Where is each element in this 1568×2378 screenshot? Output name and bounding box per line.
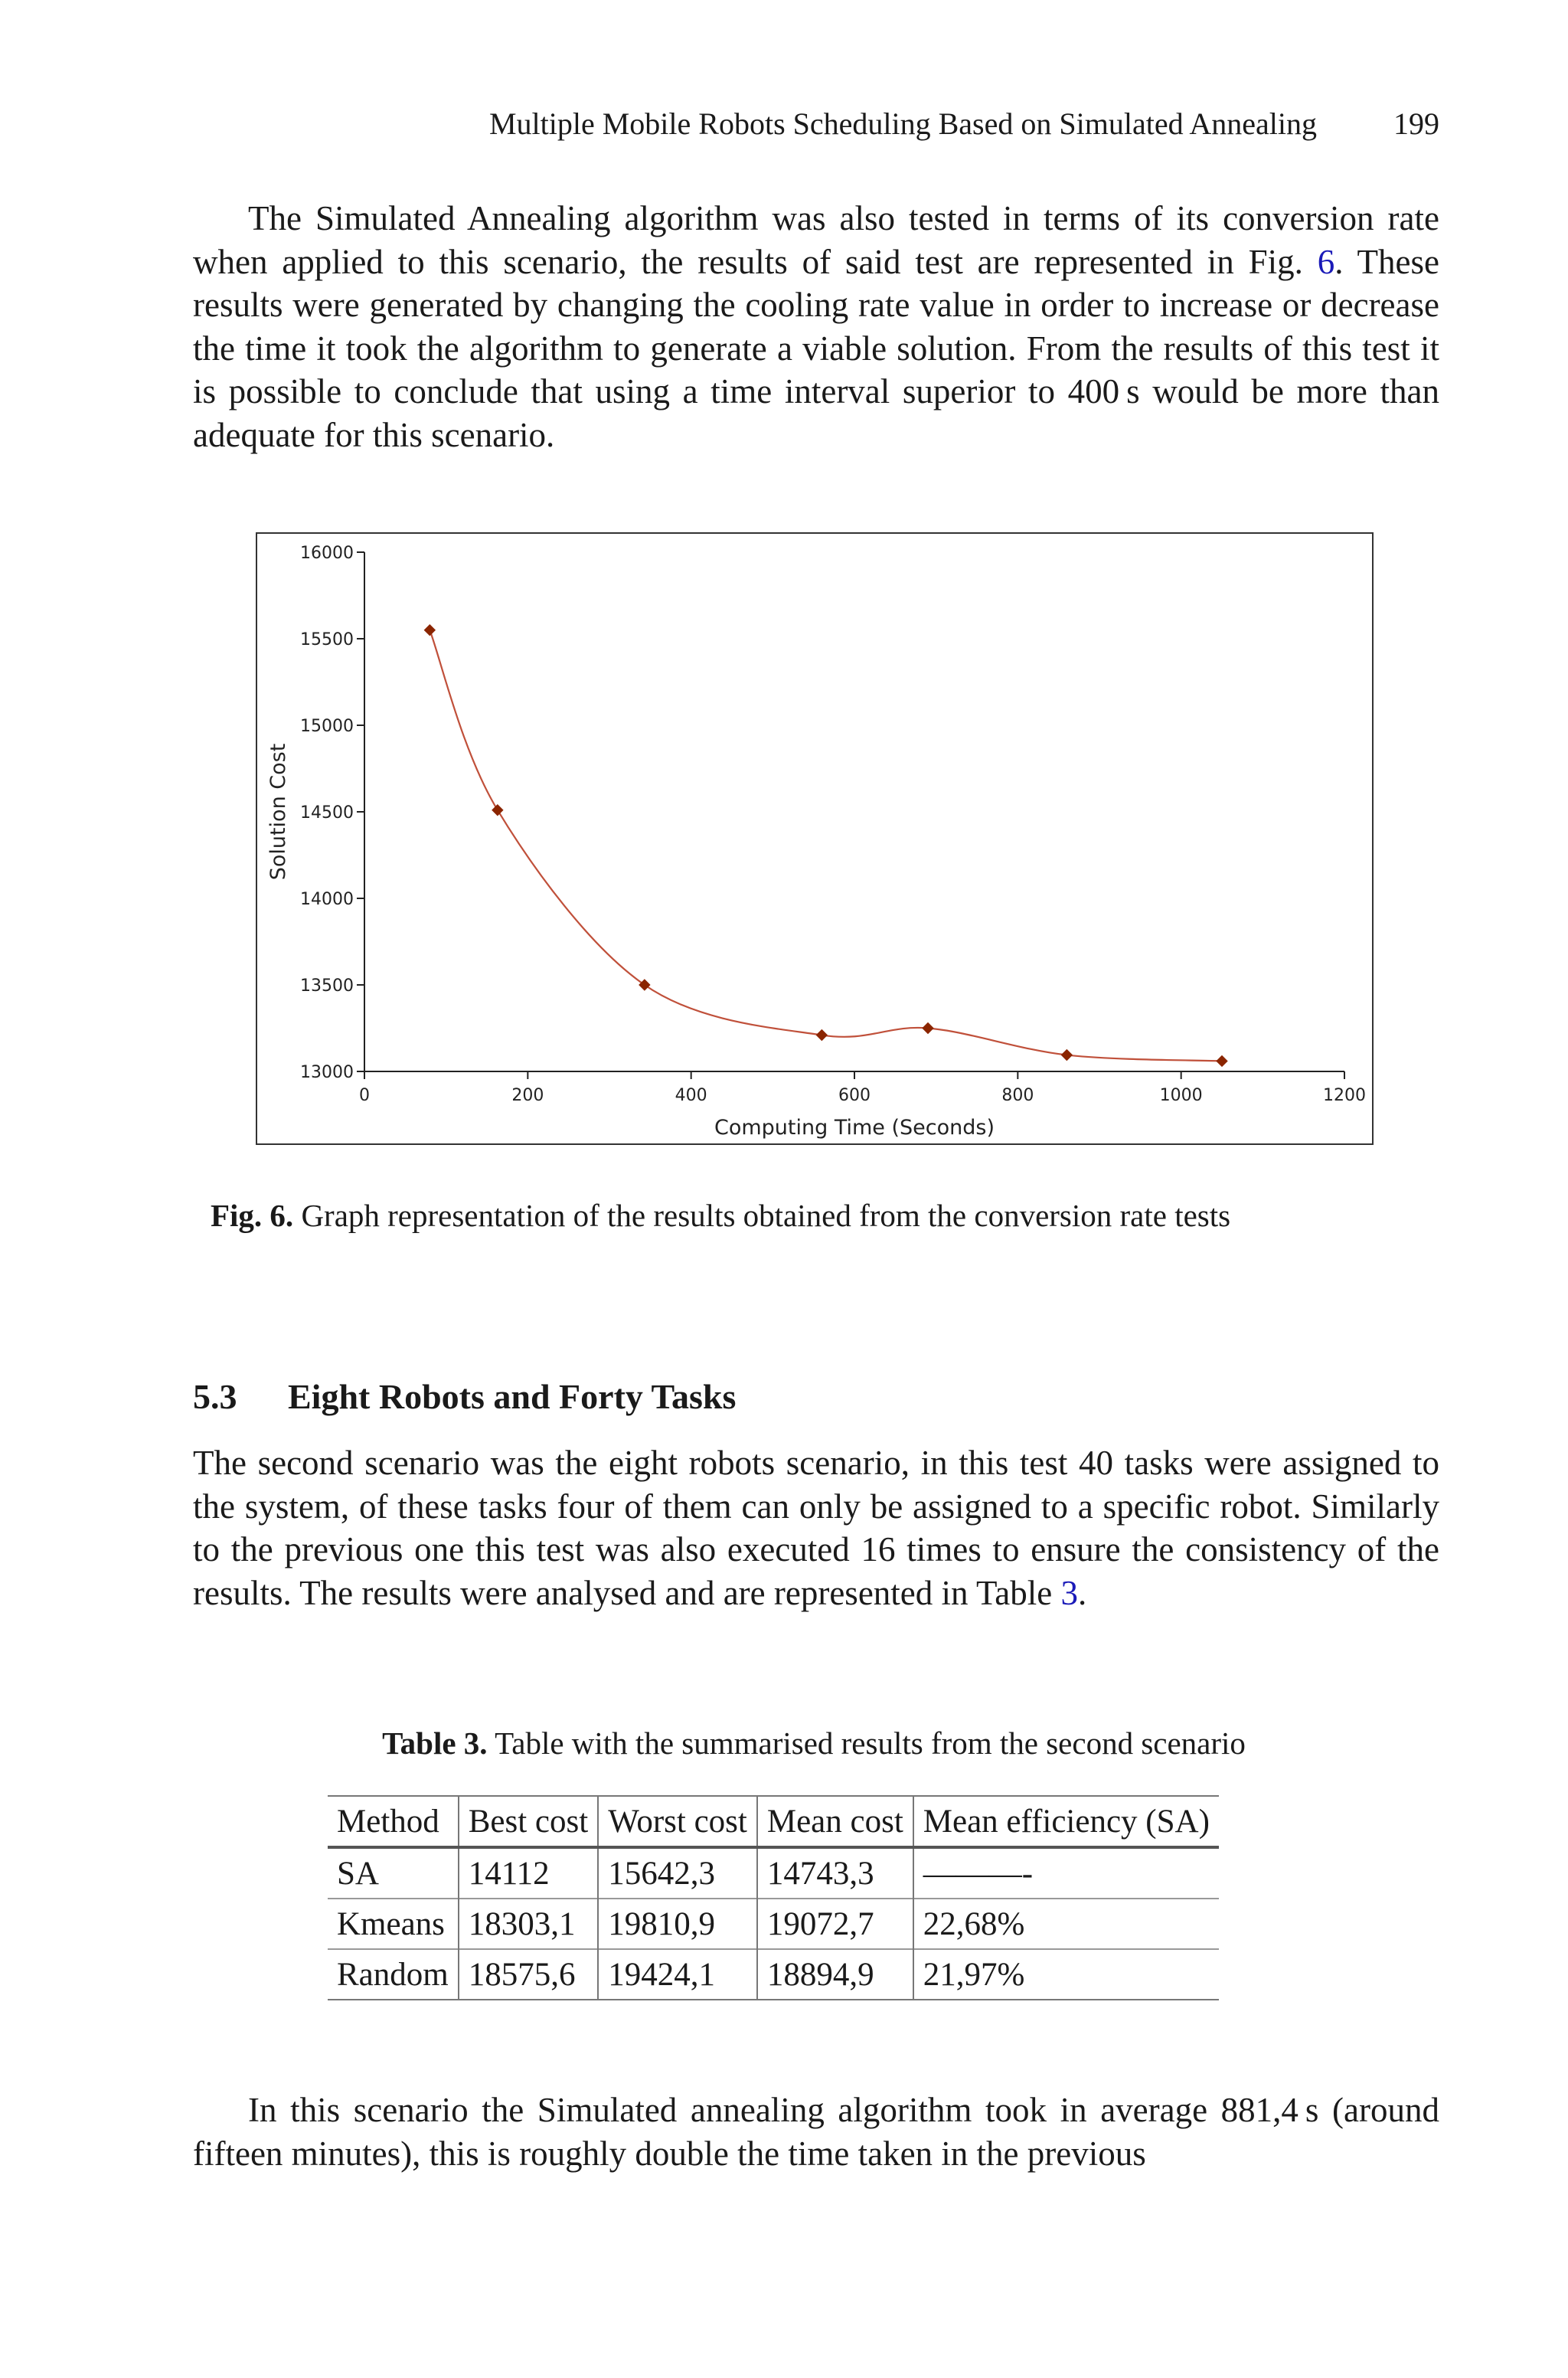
figure-reference-link[interactable]: 6	[1317, 242, 1335, 281]
series-line	[430, 630, 1222, 1061]
section-number: 5.3	[193, 1377, 237, 1416]
table-cell: ———-	[913, 1847, 1219, 1899]
table-cell: 18575,6	[459, 1949, 598, 2000]
table-cell: Kmeans	[337, 1905, 445, 1942]
y-tick-label: 14500	[300, 803, 354, 823]
chart-svg	[257, 534, 1375, 1146]
data-point	[492, 805, 503, 816]
data-point	[923, 1023, 933, 1034]
table-row	[328, 1899, 1219, 1949]
table-cell: 18303,1	[459, 1899, 598, 1949]
column-header: Mean efficiency (SA)	[913, 1796, 1219, 1847]
paragraph-average-time: In this scenario the Simulated annealing algorithm took in average 881,4 s (around fifteen minutes), this is roughly double the time taken in the previous	[193, 2091, 1439, 2173]
paragraph-text: . These results were generated by changing the cooling rate value in order to increase or decrease the time it took the algorithm to generate a viable solution. From the results of this test it is possible to conclude that using a time interval superior to 400 s would be more than adequate for this scenario.	[193, 242, 1439, 454]
table-cell: 19424,1	[598, 1949, 757, 2000]
table-caption	[305, 1725, 1323, 1761]
column-header: Worst cost	[598, 1796, 757, 1847]
table-row	[328, 1949, 1219, 2000]
x-tick-label: 200	[511, 1086, 544, 1105]
column-header: Best cost	[459, 1796, 598, 1847]
table-cell: 14112	[459, 1847, 598, 1899]
table-cell: Random	[337, 1956, 449, 1993]
table-cell: 14743,3	[757, 1847, 913, 1899]
paragraph-text: .	[1078, 1573, 1087, 1612]
results-table	[328, 1795, 1219, 2000]
page-number: 199	[1393, 106, 1439, 141]
column-header: Method	[337, 1803, 439, 1840]
figure-caption-text: Graph representation of the results obtained from the conversion rate tests	[301, 1198, 1231, 1233]
data-point	[816, 1030, 827, 1041]
x-axis-label: Computing Time (Seconds)	[714, 1116, 995, 1140]
table-header-row	[328, 1796, 1219, 1847]
table-cell: 22,68%	[913, 1899, 1219, 1949]
data-point	[639, 980, 650, 990]
running-header	[337, 106, 1439, 144]
paragraph-second-scenario	[193, 1441, 1439, 1614]
y-tick-label: 16000	[300, 544, 354, 563]
y-tick-label: 15000	[300, 717, 354, 736]
x-tick-label: 800	[1001, 1086, 1034, 1105]
table-cell: 18894,9	[757, 1949, 913, 2000]
table-caption-label: Table 3.	[382, 1725, 488, 1761]
section-title: Eight Robots and Forty Tasks	[288, 1377, 737, 1416]
y-tick-label: 13500	[300, 976, 354, 996]
y-tick-label: 13000	[300, 1063, 354, 1082]
table-cell: SA	[337, 1855, 379, 1892]
running-title: Multiple Mobile Robots Scheduling Based on Simulated Annealing	[488, 106, 1317, 141]
table-reference-link[interactable]: 3	[1060, 1573, 1079, 1612]
y-tick-label: 15500	[300, 630, 354, 649]
table-cell: 19072,7	[757, 1899, 913, 1949]
figure-caption-label: Fig. 6.	[211, 1198, 294, 1233]
table-row	[328, 1847, 1219, 1899]
x-tick-label: 600	[838, 1086, 871, 1105]
paragraph-conversion-rate	[193, 197, 1439, 456]
data-point	[1217, 1055, 1227, 1066]
table-caption-text: Table with the summarised results from the second scenario	[495, 1725, 1246, 1761]
paragraph-text: The Simulated Annealing algorithm was also tested in terms of its conversion rate when applied to this scenario, the results of said test are represented in Fig.	[193, 199, 1439, 281]
paragraph-text: The second scenario was the eight robots scenario, in this test 40 tasks were assigned to the system, of these tasks four of them can only be assigned to a specific robot. Similarly to the previous one this test was also executed 16 times to ensure the consistency of the results. The results were analysed and are represented in Table	[193, 1444, 1439, 1612]
data-point	[1061, 1050, 1072, 1061]
x-tick-label: 1000	[1159, 1086, 1203, 1105]
y-axis-label: Solution Cost	[266, 743, 290, 881]
table-cell: 19810,9	[598, 1899, 757, 1949]
figure-caption	[211, 1197, 1428, 1234]
y-tick-label: 14000	[300, 890, 354, 909]
x-tick-label: 400	[675, 1086, 707, 1105]
figure-6-chart	[256, 532, 1374, 1145]
section-heading	[193, 1376, 736, 1417]
x-tick-label: 0	[359, 1086, 370, 1105]
column-header: Mean cost	[757, 1796, 913, 1847]
table-cell: 15642,3	[598, 1847, 757, 1899]
table-cell: 21,97%	[913, 1949, 1219, 2000]
x-tick-label: 1200	[1323, 1086, 1366, 1105]
data-point	[424, 625, 435, 636]
